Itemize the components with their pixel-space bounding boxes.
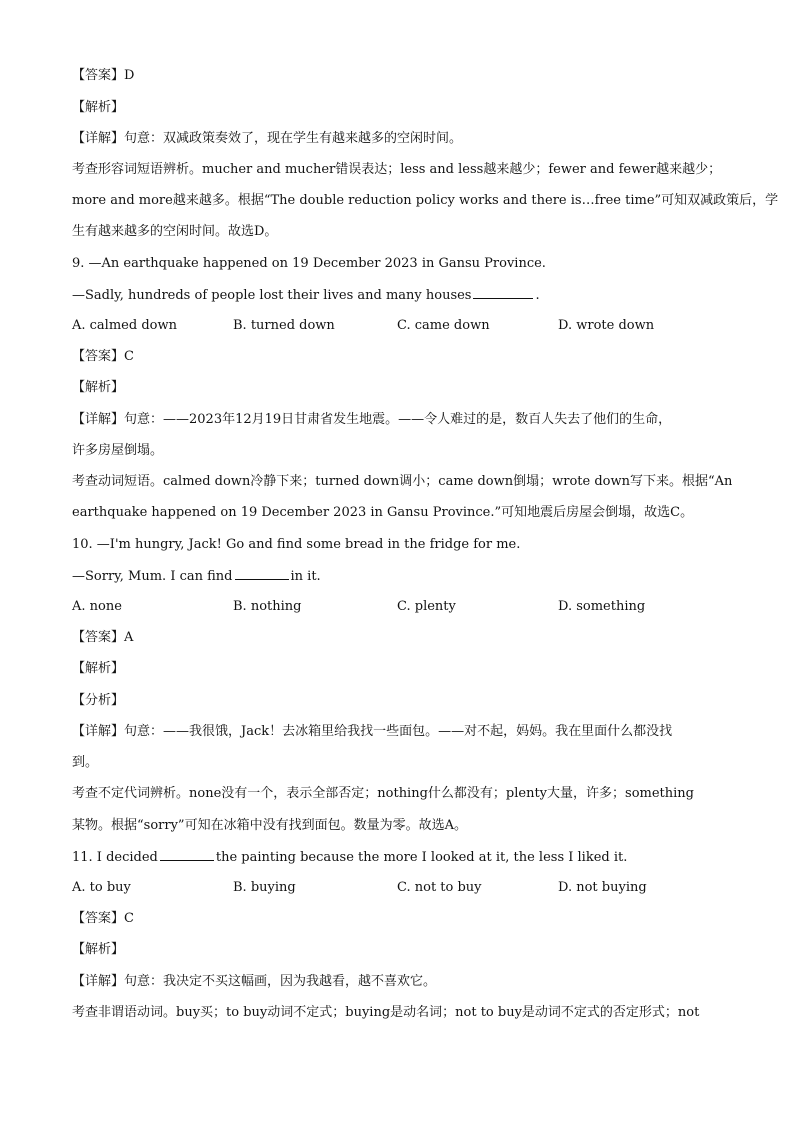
q8-explain-1: 考查形容词短语辨析。mucher and mucher错误表达；less and less越来越少；fewer and fewer越来越少； bbox=[72, 162, 722, 177]
q11-detail: 【详解】句意：我决定不买这幅画，因为我越看，越不喜欢它。 bbox=[72, 974, 437, 989]
q10-explain-1: 考查不定代词辨析。none没有一个，表示全部否定；nothing什么都没有；plenty大量，许多；something bbox=[72, 786, 694, 801]
q9-option-c: C. came down bbox=[397, 318, 490, 333]
q10-option-c: C. plenty bbox=[397, 599, 456, 614]
q10-blank bbox=[235, 567, 289, 580]
q10-analysis-label: 【解析】 bbox=[72, 661, 125, 676]
q8-explain-2: more and more越来越多。根据“The double reduction policy works and there is…free time”可知双减政策后，学 bbox=[72, 193, 779, 208]
q8-explain-3: 生有越来越多的空闲时间。故选D。 bbox=[72, 224, 278, 239]
q9-explain-2: earthquake happened on 19 December 2023 in Gansu Province.”可知地震后房屋会倒塌，故选C。 bbox=[72, 505, 694, 520]
q11-blank bbox=[160, 848, 214, 861]
q11-option-a: A. to buy bbox=[72, 880, 131, 895]
q10-answer: 【答案】A bbox=[72, 630, 134, 645]
q10-stem-2 bbox=[72, 567, 732, 586]
q9-stem-2 bbox=[72, 286, 732, 305]
q9-option-d: D. wrote down bbox=[558, 318, 655, 333]
q9-option-b: B. turned down bbox=[233, 318, 335, 333]
q11-stem-pre: 11. I decided bbox=[72, 850, 158, 865]
q8-detail: 【详解】句意：双减政策奏效了，现在学生有越来越多的空闲时间。 bbox=[72, 131, 463, 146]
q11-option-b: B. buying bbox=[233, 880, 296, 895]
q10-option-b: B. nothing bbox=[233, 599, 302, 614]
q9-stem-1: 9. —An earthquake happened on 19 December 2023 in Gansu Province. bbox=[72, 256, 546, 271]
q11-stem bbox=[72, 848, 732, 867]
q9-detail-2: 许多房屋倒塌。 bbox=[72, 443, 164, 458]
q10-detail-2: 到。 bbox=[72, 755, 99, 770]
q10-explain-2: 某物。根据“sorry”可知在冰箱中没有找到面包。数量为零。故选A。 bbox=[72, 818, 467, 833]
q8-analysis-label: 【解析】 bbox=[72, 100, 125, 115]
q9-blank bbox=[473, 286, 533, 299]
q10-option-a: A. none bbox=[72, 599, 122, 614]
q10-detail-1: 【详解】句意：——我很饿，Jack！去冰箱里给我找一些面包。——对不起，妈妈。我在里面什么都没找 bbox=[72, 724, 673, 739]
q11-analysis-label: 【解析】 bbox=[72, 942, 125, 957]
q10-stem-1: 10. —I'm hungry, Jack! Go and find some bread in the fridge for me. bbox=[72, 537, 521, 552]
q10-fenxi-label: 【分析】 bbox=[72, 693, 125, 708]
q11-explain-1: 考查非谓语动词。buy买；to buy动词不定式；buying是动名词；not to buy是动词不定式的否定形式；not bbox=[72, 1005, 700, 1020]
q9-stem-2-post: . bbox=[535, 288, 540, 303]
q11-option-c: C. not to buy bbox=[397, 880, 482, 895]
q10-stem-2-pre: —Sorry, Mum. I can find bbox=[72, 569, 233, 584]
q9-stem-2-pre: —Sadly, hundreds of people lost their lives and many houses bbox=[72, 288, 472, 303]
q11-option-d: D. not buying bbox=[558, 880, 647, 895]
q11-answer: 【答案】C bbox=[72, 911, 134, 926]
q10-stem-2-post: in it. bbox=[290, 569, 321, 584]
q11-stem-post: the painting because the more I looked at it, the less I liked it. bbox=[215, 850, 628, 865]
q9-detail-1: 【详解】句意：——2023年12月19日甘肃省发生地震。——令人难过的是，数百人失去了他们的生命， bbox=[72, 412, 672, 427]
q9-analysis-label: 【解析】 bbox=[72, 380, 125, 395]
q9-answer: 【答案】C bbox=[72, 349, 134, 364]
q9-option-a: A. calmed down bbox=[72, 318, 177, 333]
q9-explain-1: 考查动词短语。calmed down冷静下来；turned down调小；came down倒塌；wrote down写下来。根据“An bbox=[72, 474, 733, 489]
q10-option-d: D. something bbox=[558, 599, 646, 614]
q8-answer: 【答案】D bbox=[72, 68, 135, 83]
